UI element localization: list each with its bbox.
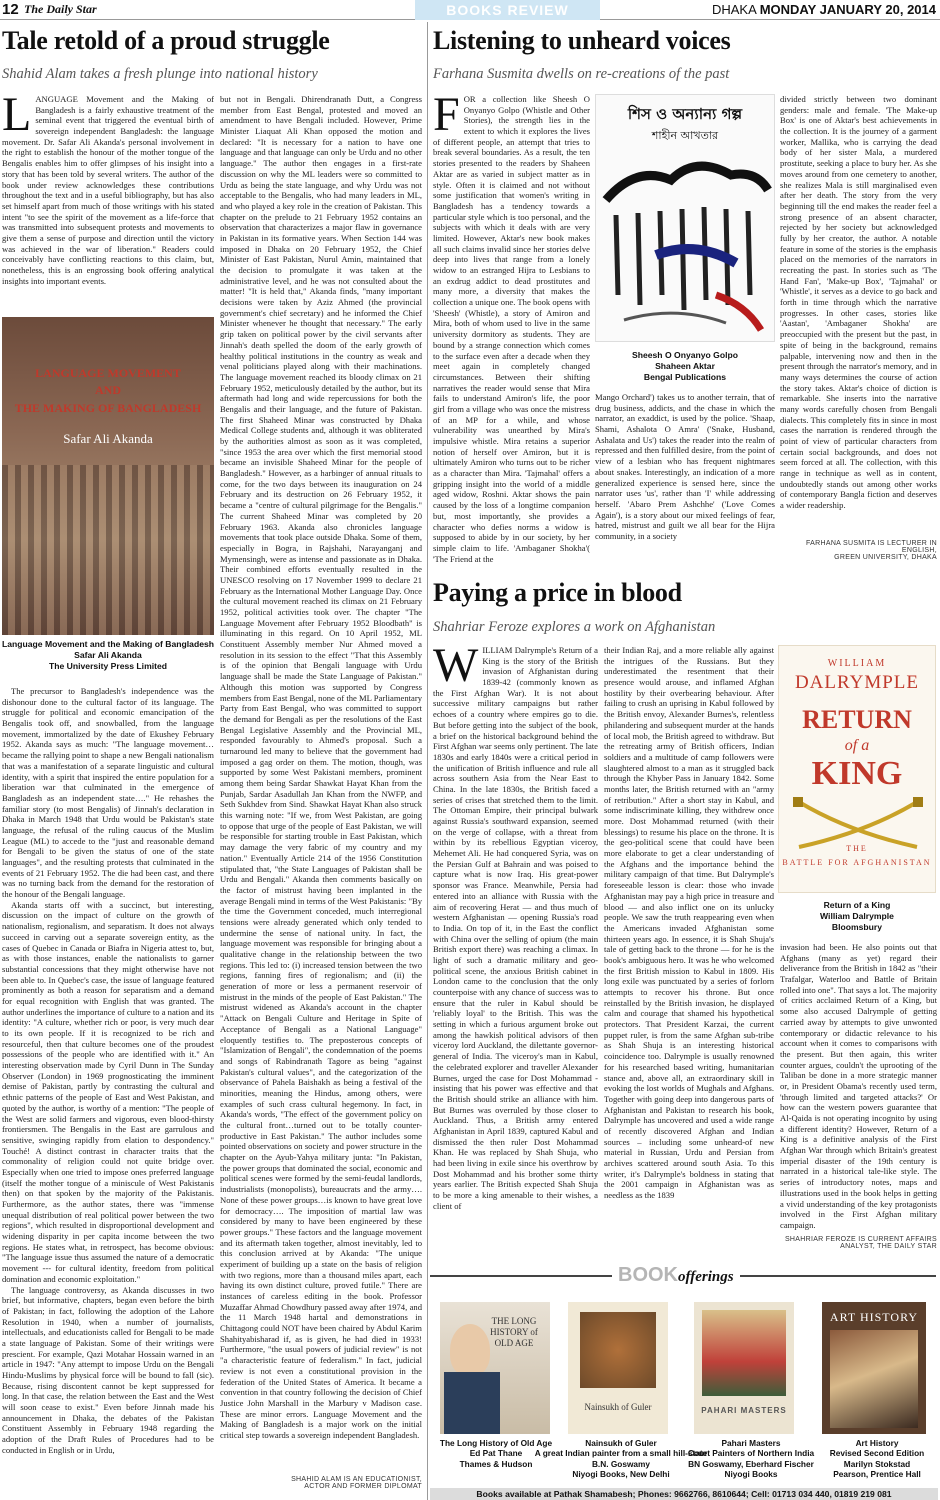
article3-col2-text: their Indian Raj, and a more reliable ally against the intrigues of the Russians. But they underestimated the resentment that their presence would arouse, and inflamed Afghan hostility by their overbearing behaviour. After failing to crush an uprising in Kabul followed by the British envoy, Alexander Burnes's, relentless philandering and subsequent murder at the hands of local mob, the British agreed to withdraw. But the retreating army of British officers, Indian soldiers and a multitude of camp followers were slaughtered almost to a man as it struggled back through the Khyber Pass in January 1842. Some months later, the British returned with an "army of retribution." After a short stay in Kabul, and some indiscriminate killing, they withdrew once more. Dost Mohammad returned (with their blessings) to resume his place on the throne. It is the geo-political scene that could have been more elaborate to get a clear understanding of the Afghans and the importance behind the military campaign of that time. But Dalrymple's foreseeable lesson is clear: those who invade Afghanistan may pay a high price in treasure and blood — and also inflict one on its unlucky people. We saw the truth reappearing even when the Americans invaded Afghanistan some thirteen years ago. In essence, it is Shah Shuja's tale of getting back to the throne — for he is the book's ambiguous hero. It was he who welcomed the first British mission to Kabul in 1809. His long exile was punctuated by a series of forlorn attempts to recover his throne. But once reinstalled by the British invasion, he displayed calm and courage that shamed his hypothetical protectors. That President Karzai, the current puppet ruler, is from the same Afghan sub-tribe as Shah Shuja is an interesting historical coincidence too. Dalrymple is usually renowned for his researched based writing, humanitarian stance and, above all, an extraordinary skill in evoking the lost worlds of Mughals and Afghans. Together with going deep into dangerous parts of Afghanistan and Pakistan to research his book, Dalrymple has uncovered and used a wide range of recently discovered Afghan and Indian sources – including some unheard-of new material in Russian, Urdu and Persian from archives scattered around south Asia. To this writer, it's Dalrymple's boldness in stating that the 2001 campaign in Afghanistan was as needless as the 1839 xyxy=(604,645,774,1201)
offering-publisher: Thames & Hudson xyxy=(459,1458,533,1469)
offering-extra: Marilyn Stokstad xyxy=(843,1458,911,1469)
cover-author-first: WILLIAM xyxy=(827,658,887,669)
article3-col3 xyxy=(780,942,937,1230)
page-number: 12 xyxy=(2,1,19,18)
article2-col1-text: OR a collection like Sheesh O Onyanyo Golpo (Whistle and Other Stories), the strength lies in the extent to which it explores the lives of different people, an attempt that tries to break several boundaries. As a result, the ten stories presented to the readers by Shaheen Aktar are as varied in subject matter as in style. Often it is claimed and not without some justification that women's writing in Bangladesh has a tendency towards a particular style which is too personal, and the subjects with which it deals with are very limited. However, Aktar's new book makes all such claims invalid since her stories delve deep into lives that range from a lonely widow to an estranged Hijra to Lesbians to an exdrug addict to dead prostitutes and many more, a diversity that makes the collection a unique one. The book opens with 'Sheesh' (Whistle), a story of Amiron and Mira, both of whom used to live in the same university dormitory as students. They are bound by a strange connection which comes to the surface even after a decade when they meet again in completely changed circumstances. Between their shifting narratives the reader would sense that Mira fails to understand Amiron's life, the poor girl from a village who was once the mistress of an MP for a while, and whose vulnerability was unearthed by Mira's impulsive whistle. Mira retains a superior notion of herself over Amiron, but it is ultimately Amiron who turns out to be richer as a character than Mira. 'Tajmahal' offers a gripping insight into the world of a middle aged widow, Roshni. Aktar shows the pain caused by the loss of a longtime companion but, most importantly, she provides a character who defies norms a widow is supposed to abide by in our society, by her simple claim to life. 'Ambaganer Shokha'( 'The Friend at the xyxy=(433,94,590,564)
author-note-line: FARHANA SUSMITA IS LECTURER IN ENGLISH, xyxy=(805,540,937,554)
author-note-line: GREEN UNIVERSITY, DHAKA xyxy=(834,554,937,561)
book-offering-caption xyxy=(534,1438,708,1480)
article1-paragraph: The language controversy, as Akanda discusses in two brief, but informative, chapters, began even before the birth of Pakistan; in fact, following the adoption of the Lahore Resolution in 1940, when a number of journalists, intellectuals, and educationists called for Bengali to be made a state language of Pakistan. Some of their writings were prescient. For example, Qazi Motahar Hossain warned in an article in 1947: "Any attempt to impose Urdu on the Bengali Hindu-Muslims by physical force will be bound to fall (sic). Because, rising discontent cannot be kept suppressed for long. In that case, the relation between the East and the West will soon cease to exist." Even before Jinnah made his announcement in Dhaka, the debates of the Pakistan Constituent Assembly in February 1948 regarding the adoption of the Draft Rules of Procedures had to be conducted in English or in Urdu, xyxy=(2,1284,214,1455)
article3-col1 xyxy=(433,645,598,1260)
offering-extra: B.N. Goswamy xyxy=(591,1458,651,1469)
caption-publisher: Bloomsbury xyxy=(831,922,883,933)
author-note-line: SHAHRIAR FEROZE IS CURRENT AFFAIRS xyxy=(784,1236,937,1243)
article3-headline: Paying a price in blood xyxy=(433,578,682,607)
book-cover xyxy=(568,1302,668,1434)
article2-headline: Listening to unheard voices xyxy=(433,26,731,55)
article3-col2 xyxy=(604,645,774,1260)
offering-author: Ed Pat Thane xyxy=(469,1448,523,1459)
article2-cover-caption xyxy=(595,350,775,384)
dateline-date: MONDAY JANUARY 20, 2014 xyxy=(759,2,936,17)
portrait-figure xyxy=(444,1372,500,1434)
miniature-painting xyxy=(580,1312,656,1388)
caption-author: Shaheen Aktar xyxy=(655,361,715,372)
offering-author: A great Indian painter from a small hill-state xyxy=(534,1448,708,1459)
offering-author: Court Painters of Northern India xyxy=(687,1448,815,1459)
book-offerings-heading xyxy=(612,1264,740,1287)
caption-author: William Dalrymple xyxy=(820,911,894,922)
article2-author-note xyxy=(780,540,937,561)
cover-author: Safar Ali Akanda xyxy=(63,431,153,446)
offering-title: The Long History of Old Age xyxy=(439,1438,553,1448)
book-cover-text: ART HISTORY xyxy=(829,1310,919,1324)
cover-title-line: of a xyxy=(844,737,870,754)
article3-author-note xyxy=(780,1236,937,1250)
cover-author-last: DALRYMPLE xyxy=(794,672,920,693)
book-cover xyxy=(694,1302,794,1434)
offering-author: Revised Second Edition xyxy=(829,1448,925,1459)
offering-publisher: Niyogi Books xyxy=(724,1469,778,1480)
article1-dek: Shahid Alam takes a fresh plunge into national history xyxy=(2,66,318,82)
offering-publisher: Niyogi Books, New Delhi xyxy=(572,1469,670,1480)
article3-col1-text: ILLIAM Dalrymple's Return of a King is the story of the British invasion of Afghanistan during 1839-42 (commonly known as the First Afghan War). It is not about successive military campaigns but rather echoes of a country where empires go to die. But before getting into the subject of the book, a brief on the historical background behind the First Afghan war seems only pertinent. The late 1830s and early 1840s were a critical period in the unification of British influence and rule all across southern Asia from the Near East to China. In the late 1830s, the British faced a series of crises that stretched them to the limit. The Ottoman Empire, their principal bulwark against Russia's southward expansion, seemed on the verge of collapse, with a threat from within by its rebellious Egyptian viceroy, Mehemet Ali. He had conquered Syria, was on the Persian Gulf at Bahrain and was poised to capture what is now Iraq. His great-power sponsor was France. Meanwhile, Persia had entered into an alliance with Russia with the aim of recovering Herat — and thus much of western Afghanistan — opening Russia's road to India. On top of it, in the East the conflict with China over the selling of opium (the main British export there) was reaching a climax. In light of such a dramatic military and geo-political scene, the anxious British cabinet in London came to the conclusion that the only counterpoise with any chance of success was to ensure that the ruler in Kabul should be 'reliably loyal' to the British. This was the setting in which a furious argument broke out among the hawkish political advisors of then viceroy lord Auckland, the dilettante governor-general of India. The viceroy's man in Kabul, the celebrated explorer and traveller Alexander Burnes, urged the case for Dost Mohammad - insisting that his power was effective and that the British should strike an alliance with him. But Burnes was overruled by those closer to Auckland. Thus, a British army entered Afghanistan in April 1839, captured Kabul and dismissed the then ruler Dost Mohammad Khan. He was replaced by Shah Shuja, who had been living in exile since his overthrow by Dost Mohammad and his brother some thirty years earlier. The British expected Shah Shuja to be more a king amenable to their wishes, a client of xyxy=(433,645,598,1211)
cover-subtitle: THE xyxy=(846,844,868,853)
cover-title-line: KING xyxy=(811,755,903,792)
cover-title-line: LANGUAGE MOVEMENT xyxy=(35,366,181,380)
masthead xyxy=(0,0,940,20)
article1-author-note xyxy=(220,1476,422,1490)
article3-cover-caption xyxy=(778,900,936,934)
column-divider xyxy=(427,22,428,1500)
paper-logo: The Daily Star xyxy=(24,2,97,16)
caption-publisher: The University Press Limited xyxy=(49,661,167,672)
article2-col1 xyxy=(433,94,590,569)
dateline xyxy=(712,2,936,17)
book-offering-caption xyxy=(818,1438,936,1479)
offering-title: Nainsukh of Guler xyxy=(585,1438,657,1448)
cover-brush-art xyxy=(596,145,775,342)
heading-sub: offerings xyxy=(678,1269,734,1285)
article2-dropcap: F xyxy=(433,94,460,141)
caption-title: Sheesh O Onyanyo Golpo xyxy=(631,350,738,360)
article1-cover-caption xyxy=(2,639,214,673)
offering-extra: BN Goswamy, Eberhard Fischer xyxy=(688,1458,814,1469)
article2-col3 xyxy=(780,94,937,534)
article1-col2 xyxy=(220,94,422,1470)
book-cover xyxy=(822,1302,926,1434)
book-cover-text: PAHARI MASTERS xyxy=(701,1406,787,1415)
painting-image xyxy=(830,1330,918,1428)
article1-dropcap: L xyxy=(2,94,32,141)
article1-col1-body xyxy=(2,686,214,1500)
offering-title: Art History xyxy=(855,1438,899,1448)
article3-col3-text: invasion had been. He also points out that Afghans (many as yet) regard their deliverance from the British in 1842 as "their Trafalgar, Waterloo and Battle of Britain rolled into one". That says a lot. The majority of critics acclaimed Return of a King, but some also accused Dalrymple of getting carried away by attempts to give unwonted contemporary or didactic relevance to his account when it comes to comparisons with the present. But then again, this writer counter argues, couldn't the uprooting of the Taliban be done in a more strategic manner or, in President Obama's recently used term, 'through limited and targeted attacks?' Or how can the western powers guarantee that Al-Qaida is not operating incognito by using a different identity? However, Return of a King is a definitive analysis of the First Afghan War through which Britain's greatest imperial disaster of the 19th century is narrated in a historical tale-like style. The series of introductory notes, maps and illustrations used in the book helps in getting a vivid understanding of the key protagonists involved in the First Afghan military campaign. xyxy=(780,942,937,1230)
cover-title-line: THE MAKING OF BANGLADESH xyxy=(14,400,202,415)
book-cover-text: Nainsukh of Guler xyxy=(584,1402,652,1412)
crossed-swords-icon xyxy=(779,792,936,852)
cover-title-line: AND xyxy=(95,383,121,398)
miniature-painting xyxy=(702,1310,786,1396)
article2-col3-text: divided strictly between two dominant genders: male and female. 'The Make-up Box' is one of Aktar's best achievements in the collection. It is the journey of a garment worker, Mallika, who is carrying the dead body of her sister Mala, a murdered prostitute, seeking a place to bury her. As she moves around from one cemetery to another, she realizes Mala is still marginalised even after her death. The story from the very beginning till the end makes the reader feel a strong presence of an absent character, rejected by her society but acknowledged fully by her creator, the author. A notable feature in some of the stories is the emphasis placed on the memories of the narrators in recreating the past. In stories such as 'The Hand Fan', 'Make-up Box', 'Tajmahal' or 'Whistle', it serves as a device to go back and forth in time through which the narrative progresses. In other cases, stories like 'Aastan', 'Ambaganer Shokha' are preoccupied with the present but the past, in spite of being in the background, remains palpable, intervening now and then in the present through the narrator's memory, and in many ways determines the course of action the story takes. Aktar's choice of diction is remarkable. She inserts into the narrative many words carefully chosen from Bengali dialects. This completely fits in since in most cases the narration is rendered through the point of view of particular characters from certain social backgrounds, and does not seem forced at all. The collection, with this range in technique as well as in content, undoubtedly stands out among other works of contemporary Bangla fiction and deserves a wider readership. xyxy=(780,94,937,511)
caption-title: Return of a King xyxy=(823,900,891,910)
cover-title-bangla: শিস ও অন্যান্য গল্প xyxy=(627,105,743,123)
language-movement-cover xyxy=(2,317,214,635)
article1-headline: Tale retold of a proud struggle xyxy=(2,26,330,55)
cover-crowd-photo xyxy=(2,465,214,635)
caption-author: Safar Ali Akanda xyxy=(74,650,142,661)
offering-publisher: Pearson, Prentice Hall xyxy=(833,1469,921,1480)
book-offering-caption xyxy=(686,1438,816,1479)
dateline-city: DHAKA xyxy=(711,2,757,17)
article1-paragraph: The precursor to Bangladesh's independence was the dishonour done to the cultural factor of its language. The struggle for political and economic emancipation of the Bengalis took off, and snowballed, from the language movement, immortalized by the date of Ekushey February 1952. Akanda says as much: "The language movement…became the rallying point to shape a new Bengali nationalism that was a manifestation of a separate linguistic and cultural identity, with a spirit that inspired the entire population for a liberation war that culminated in the emergence of Bangladesh as an independent state…." He rehashes the familiar story (to most Bengalis) of Jinnah's declaration in Dhaka in March 1948 that Urdu would be Pakistan's state language, the refusal of the ruling caucus of the Muslim League (ML) to accede to the "just and reasonable demand for Bengali to be given the status of one of the state languages", and the resulting protests that culminated in the events of 21 February 1952. The die had been cast, and there was no turning back from the demand for the restoration of the honour of the Bengali language. xyxy=(2,686,214,900)
availability-bar: Books available at Pathak Shamabesh; Phones: 9662766, 8610644; Cell: 01713 034 440, 01819 219 081 xyxy=(430,1488,938,1500)
book-cover xyxy=(440,1302,550,1434)
author-note-line: SHAHID ALAM IS AN EDUCATIONIST, xyxy=(291,1476,422,1483)
heading-main: BOOK xyxy=(618,1264,678,1286)
book-cover-text: THE LONG HISTORY of OLD AGE xyxy=(490,1316,538,1348)
cover-title xyxy=(2,365,214,417)
article1-intro-text: ANGUAGE Movement and the Making of Bangladesh is a fairly exhaustive treatment of the seminal event that triggered the eventual birth of sovereign independent Bangladesh: the language movement. Dr. Safar Ali Akanda's personal involvement in the right to establish the honour of the mother tongue of the Bengalis enables him to offer glimpses of his insight into a story that has been told by several writers. The author of the book under review acknowledges these contributions throughout the text and in a useful bibliography, but has also set himself apart from much of those writings with his stated intent "to see the spirit of the movement as a life-force that was transmitted into subsequent protests and movements to give them a sense of purpose and direction until the victory was achieved in the war of liberation." Readers could conceivably have conflicting reactions to this claim, but, nonetheless, this is an engrossing book offering analytical insights into important events. xyxy=(2,94,214,286)
article1-col1-intro xyxy=(2,94,214,310)
article2-col2-text: Mango Orchard') takes us to another terrain, that of drug business, addicts, and the chase in which the narrator, an exaddict, is used by the police. 'Shaap, Shami, Ashalota O Amra' ('Snake, Husband, Ashalata and Us') takes the reader into the realm of repressed and then fulfilled desire, from the point of view of a lesbian who has frequent nightmares about snakes. Interestingly, an indication of a more generalized experience is sensed here, since the narrator uses 'us', rather than 'I' while addressing herself. 'Abaro Prem Ashchhe' ('Love Comes Again'), is a story about our mixed feelings of fear, hatred, mistrust and guilt we all bear for the Hijra community, in a society xyxy=(595,392,775,541)
cover-title-line: RETURN xyxy=(802,705,912,734)
sheesh-cover xyxy=(595,94,775,342)
cover-author-bangla: শাহীন আখতার xyxy=(651,129,719,142)
portrait-figure xyxy=(450,1324,490,1376)
return-of-a-king-cover xyxy=(778,645,936,893)
article1-col2-text: but not in Bengali. Dhirendranath Dutt, a Congress member from East Bengal, protested and moved an amendment to have Bengali included. However, Prime Minister Liaquat Ali Khan opposed the motion and declared: "It is necessary for a nation to have one language and that language can only be Urdu and no other language." The author then engages in a first-rate discussion on why the ML leaders were so committed to Urdu as being the state language, and why Urdu was not acceptable to the Bengalis, who had many leaders in ML, and who played a key role in the creation of Pakistan. This chapter on the prelude to 21 February 1952 contains an observation that characterizes a major flaw in governance in Pakistan in its formative years. When Section 144 was imposed in Dhaka on 20 February 1952, the Chief Minister of East Pakistan, Nurul Amin, maintained that the decision to promulgate it was taken at the administrative level, and he was not consulted about the matter! "It is held that," Akanda finds, "many important decisions were taken by Aziz Ahmed (the provincial government's chief secretary) and he informed the Chief Minister whenever he thought that necessary." The early grip taken on political power by the civil servants after Jinnah's death spelled the doom of the early growth of healthy political institutions in the country as weak and venal politicians played along with their machinations. The language movement reached its bloody climax on 21 February 1952, meticulously detailed by the author, but its aftermath had long and wide repercussions for both the Bengalis and their language, and the future of Pakistan. The first Shaheed Minar was constructed by Dhaka Medical College students and, although it was obliterated by the authorities almost as soon as it was completed, "since 1953 the area over which the first memorial stood became an invisible Shaheed Minar for the people of Bangladesh." However, as a harbinger of annual rituals to come, for the two days between its inauguration on 24 February and its destruction on 26 February 1952, it became a "centre of cultural pilgrimage for the Bengalis." The current Shaheed Minar was completed by 20 February 1963. Akanda also chronicles language movements that took place outside Dhaka. Some of them, especially in Bogra, in Rajshahi, Narayanganj and Mymensingh, were as intense and passionate as in Dhaka. Their combined efforts eventually resulted in the UNESCO resolving on 17 November 1999 to declare 21 February as the International Mother Language Day. Once the cultural movement reached its climax on 21 February 1952, political activities took over. The chapter "The Language Movement after February 1952 Bloodbath" is illuminating in this regard. On 10 April 1952, ML Constituent Assembly member Nur Ahmed moved a resolution in its session to the effect "That this Assembly is of the opinion that Bengali language with Urdu language shall be made the State Language of Pakistan." Although this motion was supported by Congress members from East Bengal, none of the ML Parliamentary Party from East Bengal, who was committed to support the demand for Bengali as per the resolutions of the East Bengal Legislative Assembly and the Provincial ML, responded favourably to Ahmed's proposal. Such a turnaround led many to believe that the government had imposed a gag order on them. The motion, though, was supported by some West Pakistani members, prominent among them being Sardar Shawkat Hayat Khan from the Punjab, Sardar Asadullah Jan Khan from the NWFP, and Seth Sukhdev from Sind. Shawkat Hayat Khan also struck this warning note: "If we, from West Pakistan, are going to oppose that urge of the people of East Pakistan, we will be responsible for starting trouble in East Pakistan, which may damage the very fabric of my country and my nation." Eventually Article 214 of the 1956 Constitution stipulated that, "the State Languages of Pakistan shall be Urdu and Bengali." Akanda then comments basically on the factor of mistrust having been implanted in the average Bengali mind in terms of the West Pakistanis: "By the time the Government conceded, much interregional tensions were already generated which only tended to undermine the sense of national unity. In fact, the language movement was responsible for bringing about a qualitative change in the relationship between the two regions. This led to: (i) increased tension between the two regions, fanning fires of regionalism; and (ii) the generation of more or less a permanent reservoir of mistrust in the minds of the people of East Pakistan." The mistrust widened as Akanda's account in the chapter "Attack on Bengali Culture and Heritage in Spite of Acceptance of Bengali as a National Language" eloquently testifies to. The preposterous concepts of "Islamization of Bengali", the condemnation of the poems and songs of Rabindranath Tagore as being "against Pakistan's cultural values", and the categorization of the observance of Pahela Baishakh as being a festival of the minorities, meaning the Hindus, among others, were examples of such crass cultural hegemony. In fact, in Akanda's words, "The effect of the government policy on the cultural front…turned out to be totally counter-productive in East Pakistan." The author includes some pointed observations on society and power structure in the chapter on the Ayub-Yahya military junta: "In Pakistan, the power groups that dominated the social, economic and political scenes were formed by the semi-feudal landlords, industrialists (monopolists), bureaucrats and the army…. None of these power groups…is known to have great love for democracy…. The imposition of martial law was considered by many to have been engineered by these power groups." These factors and the language movement and its aftermath taken together, almost inevitably, led to this conclusion arrived at by Akanda: "The unique experiment of building up a state on the basis of religion with two regions, more than a thousand miles apart, each having its own distinct culture, proved futile." There are instances of careless editing in the book. Professor Muzaffar Ahmad Chowdhury passed away after 1974, and the 11 March 1948 hartal and demonstrations in Chittagong could NOT have been chaired by Abdul Karim Shahityabisharad if, as is given, he had died in 1933! Furthermore, "the usual powers of judicial review" is not "a characteristic feature of federalism." In fact, judicial review is not even a constitutional provision in the federation of the United States of America. It became a convention in that country following the decision of Chief Justice John Marshall in the Marbury v Madison case. These are minor errors. Language Movement and the Making of Bangladesh is a major work on the initial critical step towards a sovereign independent Bangladesh. xyxy=(220,94,422,1440)
article1-paragraph: Akanda starts off with a succinct, but interesting, discussion on the impact of culture on the growth of nationalism, regionalism, and separatism. It does not always succeed in carving out a separate sovereign entity, as the cases of Quebec in Canada or Biafra in Nigeria attest to, but, as with those instances, enable the nationalists to garner substantial concessions that they might otherwise have not been able to. In Quebec's case, the issue of language featured prominently as both a reason for separatism and a demand for equal recognition with English that was granted. The author underlines the importance of culture to a nation and its identity: "A culture, whether rich or poor, is very much dear to its own people. If it is recognized to be rich and resourceful, then that culture becomes one of the proudest possessions of the people who are identified with it." An interesting observation made by Cyril Dunn in The Sunday Observer (London) in 1969 prognosticating the imminent demise of Pakistan, partly by contrasting the cultural and ethnic patterns of the people of East and West Pakistan, and quoted by the author, is worthy of a mention: "The people of the West are solid farmers and vigorous, even blood-thirsty frontiersmen. The Bengalis in the East are garrulous and sensitive, swinging rapidly from elation to despondency." Touché! A distinct contrast in character traits that the commonality of religion could not quite bridge over. Especially when one tried to impose ones preferred language (itself the mother tongue of a miniscule of West Pakistanis then) on that spoken by the majority of the Pakistanis. Furthermore, as the author states, there was "immense unequal distribution of real political power between the two regions", which resulted in disproportional development and widening disparity in per capita income between the two regions. He states what, in retrospect, has become obvious: "The language issue thus assumed the nature of a democratic movement --- for cultural identity, freedom from political domination and economic exploitation." xyxy=(2,899,214,1284)
offering-title: Pahari Masters xyxy=(721,1438,781,1448)
section-banner: BOOKS REVIEW xyxy=(415,0,600,20)
author-note-line: ACTOR AND FORMER DIPLOMAT xyxy=(304,1483,422,1490)
article2-dek: Farhana Susmita dwells on re-creations of the past xyxy=(433,66,730,82)
caption-publisher: Bengal Publications xyxy=(643,372,727,383)
article3-dek: Shahriar Feroze explores a work on Afghanistan xyxy=(433,619,716,635)
article2-col2 xyxy=(595,392,775,569)
caption-title: Language Movement and the Making of Bangladesh xyxy=(2,639,215,649)
cover-subtitle: BATTLE FOR AFGHANISTAN xyxy=(782,858,932,867)
author-note-line: ANALYST, THE DAILY STAR xyxy=(840,1243,937,1250)
article3-dropcap: W xyxy=(433,645,479,692)
